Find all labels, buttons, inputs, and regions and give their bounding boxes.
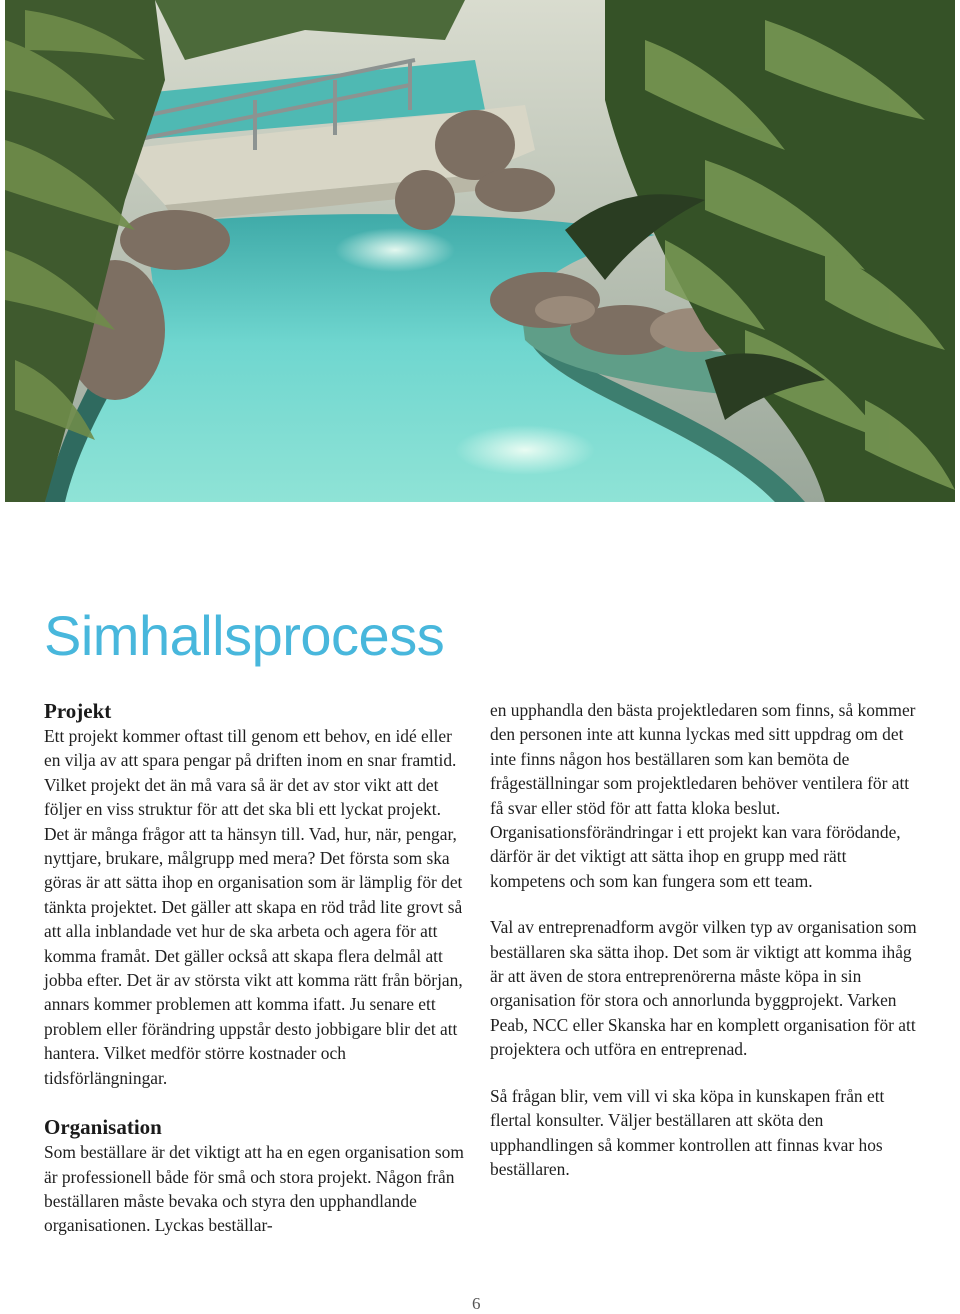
right-column bbox=[490, 698, 920, 1181]
section-heading-projekt: Projekt bbox=[44, 699, 112, 723]
section-heading-organisation: Organisation bbox=[44, 1115, 162, 1140]
right-paragraph-3: Så frågan blir, vem vill vi ska köpa in kunskapen från ett flertal konsulter. Väljer beställaren att sköta den upphandlingen så kommer kontrollen att finnas kvar hos beställaren. bbox=[490, 1085, 885, 1179]
left-column bbox=[44, 698, 468, 1238]
right-paragraph-1: en upphandla den bästa projektledaren som finns, så kommer den personen inte att kunna lyckas med sitt uppdrag om det inte finns någon hos beställaren som kan bemöta de frågeställningar som projektledaren behöver ventilera för att få svar eller stöd för att fatta kloka beslut. Organisationsförändringar i ett projekt kan vara förödande, därför är det viktigt att sätta ihop en grupp med rätt kompetens och som kan fungera som ett team. bbox=[490, 700, 916, 891]
page-title: Simhallsprocess bbox=[44, 604, 445, 667]
right-paragraph-2: Val av entreprenadform avgör vilken typ av organisation som beställaren ska sätta ihop. Det som är viktigt att komma ihåg är att även de stora entreprenörerna måste köpa in sin organisation för stora och annorlunda byggprojekt. Varken Peab, NCC eller Skanska har en komplett organisation för att projektera och utföra en entreprenad. bbox=[490, 917, 917, 1060]
page-number: 6 bbox=[472, 1294, 481, 1313]
projekt-paragraph: Ett projekt kommer oftast till genom ett behov, en idé eller en vilja av att spara pengar på driften inom en snar framtid. Vilket projekt det än må vara så är det av stor vikt att det följer en viss struktur för att det ska bli ett lyckat projekt. Det är många frågor att ta hänsyn till. Vad, hur, när, pengar, nyttjare, brukare, målgrupp med mera? Det första som ska göras är att sätta ihop en organisation som är lämplig för det tänkta projektet. Det gäller att skapa en röd tråd lite grovt så att alla inblandade vet hur de ska arbeta och agera för att komma framåt. Det gäller också att skapa flera delmål att jobba efter. Det är av största vikt att komma rätt från början, annars kommer problemen att komma ifatt. Ju senare ett problem eller förändring uppstår desto jobbigare blir det att hantera. Vilket medför större kostnader och tidsförlängningar. bbox=[44, 726, 463, 1088]
pool-photo bbox=[5, 0, 955, 502]
organisation-paragraph: Som beställare är det viktigt att ha en egen organisation som är professionell både för små och stora projekt. Någon från beställaren måste bevaka och styra den upphandlande organisationen. Lyckas beställar- bbox=[44, 1142, 464, 1236]
pool-photo-icon bbox=[5, 0, 955, 502]
